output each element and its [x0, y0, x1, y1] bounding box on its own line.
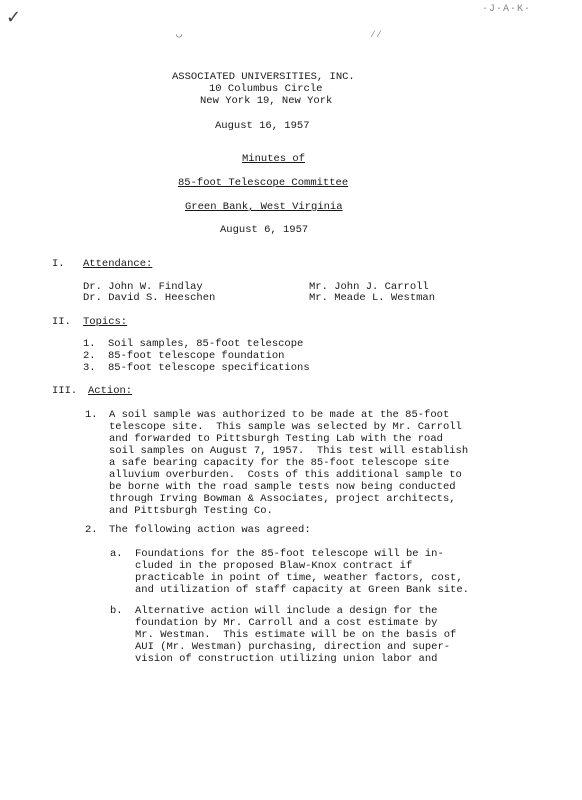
paragraph-line: foundation by Mr. Carroll and a cost estimate by: [135, 617, 438, 629]
attendee-right-1: Mr. John J. Carroll: [309, 281, 429, 293]
topic-text-2: 85-foot telescope foundation: [108, 350, 285, 362]
topic-text-3: 85-foot telescope specifications: [108, 362, 310, 374]
paragraph-line: vision of construction utilizing union labor and: [135, 653, 438, 665]
paragraph-line: and utilization of staff capacity at Green Bank site.: [135, 584, 469, 596]
org-address-line2: New York 19, New York: [200, 95, 333, 107]
topic-number-2: 2.: [83, 350, 96, 362]
section-number-action: III.: [52, 385, 78, 397]
checkmark-icon: ✓: [6, 7, 22, 28]
paragraph-line: and Pittsburgh Testing Co.: [109, 505, 273, 517]
action-item-2-text: The following action was agreed:: [109, 524, 311, 536]
org-address-line1: 10 Columbus Circle: [209, 83, 323, 95]
paragraph-line: AUI (Mr. Westman) purchasing, direction and super-: [135, 641, 451, 653]
topic-number-1: 1.: [83, 338, 96, 350]
sub-item-b-paragraph: [135, 605, 456, 665]
sub-item-label-b: b.: [110, 605, 123, 617]
action-heading: Action:: [88, 385, 133, 397]
paragraph-line: cluded in the proposed Blaw-Knox contract if: [135, 560, 413, 572]
action-item-number-2: 2.: [85, 524, 98, 536]
topic-text-1: Soil samples, 85-foot telescope: [108, 338, 304, 350]
section-number-attendance: I.: [52, 258, 65, 270]
paragraph-line: Mr. Westman. This estimate will be on the basis of: [135, 629, 457, 641]
paragraph-line: telescope site. This sample was selected by Mr. Carroll: [109, 421, 462, 433]
paragraph-line: through Irving Bowman & Associates, project architects,: [109, 493, 456, 505]
location-heading: Green Bank, West Virginia: [185, 201, 343, 213]
committee-heading: 85-foot Telescope Committee: [178, 177, 349, 189]
attendee-right-2: Mr. Meade L. Westman: [309, 292, 436, 304]
scan-smudge-right: ⁄⁄: [370, 30, 383, 41]
meeting-date: August 6, 1957: [220, 224, 309, 236]
paragraph-line: be borne with the road sample tests now being conducted: [109, 481, 456, 493]
attendee-left-2: Dr. David S. Heeschen: [83, 292, 216, 304]
paragraph-line: soil samples on August 7, 1957. This test will establish: [109, 445, 469, 457]
action-item-number-1: 1.: [85, 409, 98, 421]
paragraph-line: a safe bearing capacity for the 85-foot telescope site: [109, 457, 450, 469]
section-number-topics: II.: [52, 316, 71, 328]
topics-heading: Topics:: [83, 316, 128, 328]
sub-item-label-a: a.: [110, 548, 123, 560]
corner-annotation: ·J·A·K·: [482, 4, 532, 15]
paragraph-line: practicable in point of time, weather factors, cost,: [135, 572, 463, 584]
minutes-heading: Minutes of: [242, 153, 306, 165]
paragraph-line: alluvium overburden. Costs of this additional sample to: [109, 469, 462, 481]
sub-item-a-paragraph: [135, 548, 469, 596]
paragraph-line: and forwarded to Pittsburgh Testing Lab with the road: [109, 433, 443, 445]
org-name: ASSOCIATED UNIVERSITIES, INC.: [172, 71, 355, 83]
paragraph-line: Alternative action will include a design for the: [135, 605, 438, 617]
topic-number-3: 3.: [83, 362, 96, 374]
paragraph-line: Foundations for the 85-foot telescope will be in-: [135, 548, 444, 560]
attendee-left-1: Dr. John W. Findlay: [83, 281, 203, 293]
memo-date: August 16, 1957: [215, 120, 310, 132]
action-item-1-paragraph: [109, 409, 468, 517]
scan-smudge-left: ◡: [176, 30, 183, 41]
paragraph-line: A soil sample was authorized to be made at the 85-foot: [109, 409, 450, 421]
attendance-heading: Attendance:: [83, 258, 153, 270]
